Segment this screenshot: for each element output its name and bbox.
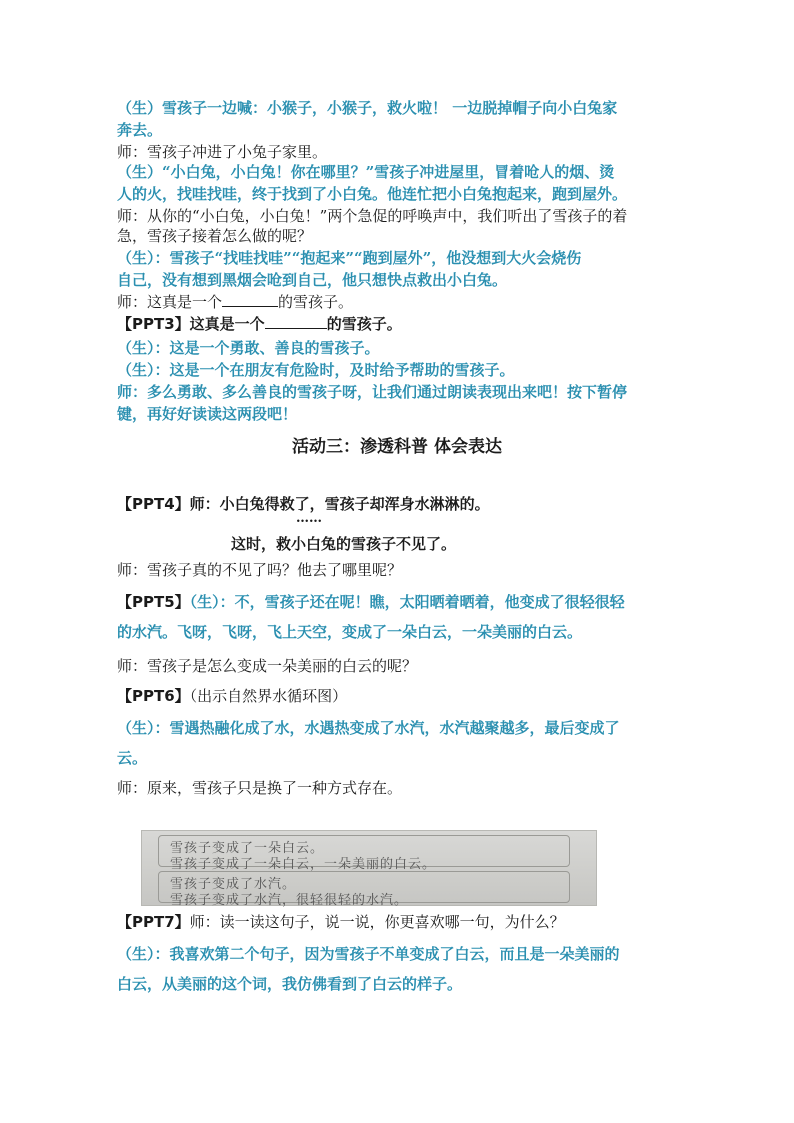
photo-sentence: 雪孩子变成了一朵白云。 <box>170 841 325 856</box>
text-line: 师：雪孩子是怎么变成一朵美丽的白云的呢？ <box>117 657 418 675</box>
text-line: 键，再好好读读这两段吧！ <box>117 405 298 423</box>
text-line: 师：从你的“小白兔，小白兔！”两个急促的呼唤声中，我们听出了雪孩子的着 <box>117 207 628 225</box>
text-line: 的水汽。飞呀，飞呀，飞上天空，变成了一朵白云，一朵美丽的白云。 <box>117 623 583 641</box>
text-line-with-blank <box>117 292 677 312</box>
text-line <box>117 592 677 612</box>
fill-in-blank <box>222 292 278 307</box>
text-line: （生）：这是一个在朋友有危险时，及时给予帮助的雪孩子。 <box>117 361 515 379</box>
text-line: 奔去。 <box>117 121 163 139</box>
text-line: （生）：雪遇热融化成了水，水遇热变成了水汽，水汽越聚越多，最后变成了 <box>117 719 620 737</box>
text-line-with-blank <box>117 314 677 334</box>
photo-sentence: 雪孩子变成了水汽。 <box>170 877 297 892</box>
text-segment: 师：读一读这句子，说一说，你更喜欢哪一句，为什么？ <box>189 913 565 931</box>
fill-in-blank <box>265 314 327 329</box>
text-segment: 师：小白兔得救了，雪孩子却浑身水淋淋的。 <box>189 495 490 513</box>
ellipsis: …… <box>296 511 322 526</box>
text-line: 师：雪孩子冲进了小兔子家里。 <box>117 143 328 161</box>
text-line: 自己，没有想到黑烟会呛到自己，他只想快点救出小白兔。 <box>117 271 508 289</box>
text-line: 这时，救小白兔的雪孩子不见了。 <box>231 535 457 553</box>
ppt-label: 【PPT4】 <box>117 495 190 513</box>
text-line: 师：多么勇敢、多么善良的雪孩子呀，让我们通过朗读表现出来吧！按下暂停 <box>117 383 628 401</box>
text-line: （生）雪孩子一边喊：小猴子，小猴子，救火啦！ 一边脱掉帽子向小白兔家 <box>117 99 618 117</box>
text-line: 云。 <box>117 749 148 767</box>
text-line: 人的火，找哇找哇，终于找到了小白兔。他连忙把小白兔抱起来，跑到屋外。 <box>117 185 628 203</box>
ppt-label: 【PPT7】 <box>117 913 190 931</box>
textbook-photo <box>141 830 597 906</box>
text-line: （生）：雪孩子“找哇找哇”“抱起来”“跑到屋外”，他没想到大火会烧伤 <box>117 249 582 267</box>
text-line: （生）：我喜欢第二个句子，因为雪孩子不单变成了白云，而且是一朵美丽的 <box>117 945 620 963</box>
text-segment: 这真是一个 <box>189 315 265 333</box>
text-segment: 的雪孩子。 <box>278 293 354 311</box>
text-segment: （出示自然界水循环图） <box>189 687 348 705</box>
text-segment: 的雪孩子。 <box>326 315 402 333</box>
section-heading: 活动三：渗透科普 体会表达 <box>292 437 502 457</box>
text-segment: （生）：不，雪孩子还在呢！瞧，太阳晒着晒着，他变成了很轻很轻 <box>189 593 625 611</box>
text-segment: 师：这真是一个 <box>117 293 223 311</box>
text-line: 白云，从美丽的这个词，我仿佛看到了白云的样子。 <box>117 975 463 993</box>
photo-sentence: 雪孩子变成了一朵白云，一朵美丽的白云。 <box>170 857 437 872</box>
text-line <box>117 912 677 932</box>
ppt-label: 【PPT3】 <box>117 315 190 333</box>
text-line: 师：雪孩子真的不见了吗？他去了哪里呢？ <box>117 561 403 579</box>
text-line <box>117 494 677 514</box>
text-line: 急，雪孩子接着怎么做的呢？ <box>117 227 313 245</box>
text-line: （生）“小白兔，小白兔！你在哪里？”雪孩子冲进屋里，冒着呛人的烟、烫 <box>117 163 615 181</box>
text-line: （生）：这是一个勇敢、善良的雪孩子。 <box>117 339 380 357</box>
text-line: 师：原来，雪孩子只是换了一种方式存在。 <box>117 779 403 797</box>
ppt-label: 【PPT6】 <box>117 687 190 705</box>
text-line <box>117 686 677 706</box>
photo-sentence: 雪孩子变成了水汽，很轻很轻的水汽。 <box>170 893 409 908</box>
ppt-label: 【PPT5】 <box>117 593 190 611</box>
